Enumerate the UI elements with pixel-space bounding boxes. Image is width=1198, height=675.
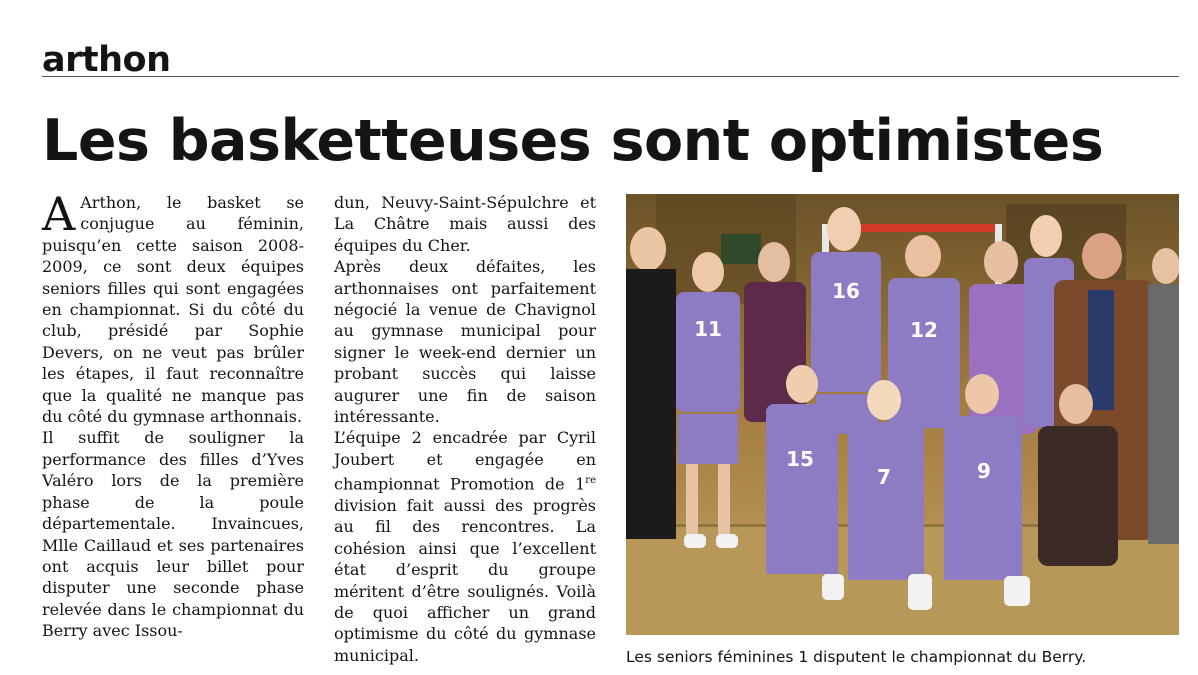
team-photo: [626, 194, 1179, 635]
paragraph-5: [334, 427, 596, 666]
drop-cap: A: [42, 187, 76, 241]
section-title: arthon: [42, 40, 171, 80]
article-column-1: [42, 187, 304, 642]
jersey-number-12: 12: [910, 318, 938, 342]
paragraph-5-text-b: division fait aussi des progrès au fil des rencontres. La cohésion ainsi que l’excellent état d’esprit du groupe méritent d’être soulignés. Voilà de quoi afficher un grand optimisme du côté du gymnase municipal.: [334, 496, 596, 665]
jersey-number-11: 11: [694, 317, 722, 341]
paragraph-5-text-a: L’équipe 2 encadrée par Cyril Joubert et engagée en championnat Promotion de 1: [334, 428, 596, 494]
headline: Les basketteuses sont optimistes: [42, 108, 1104, 174]
jersey-number-15: 15: [786, 447, 814, 471]
paragraph-3: dun, Neuvy-Saint-Sépulchre et La Châtre mais aussi des équipes du Cher.: [334, 193, 596, 255]
jersey-number-7: 7: [877, 465, 891, 489]
section-rule: [42, 76, 1179, 77]
paragraph-1-text: Arthon, le basket se conjugue au féminin, puisqu’en cette saison 2008-2009, ce sont deux équipes seniors filles qui sont engagées en championnat. Si du côté du club, présidé par Sophie Devers, on ne veut pas brûler les étapes, il faut reconnaître que la qualité ne manque pas du côté du gymnase arthonnais.: [42, 193, 304, 427]
paragraph-1: [42, 187, 304, 427]
team-photo-illustration: [626, 194, 1179, 635]
jersey-number-16: 16: [832, 279, 860, 303]
article-column-2: [334, 192, 596, 666]
paragraph-2: Il suffit de souligner la performance des filles d’Yves Valéro lors de la première phase de la poule départementale. Invaincues, Mlle Caillaud et ses partenaires ont acquis leur billet pour disputer une seconde phase relevée dans le championnat du Berry avec Issou-: [42, 428, 304, 641]
photo-caption: Les seniors féminines 1 disputent le championnat du Berry.: [626, 648, 1087, 666]
jersey-number-9: 9: [977, 459, 991, 483]
ordinal-superscript: re: [585, 475, 596, 487]
paragraph-4: Après deux défaites, les arthonnaises ont parfaitement négocié la venue de Chavignol au gymnase municipal pour signer le week-end dernier un probant succès qui laisse augurer une fin de saison intéressante.: [334, 257, 596, 427]
